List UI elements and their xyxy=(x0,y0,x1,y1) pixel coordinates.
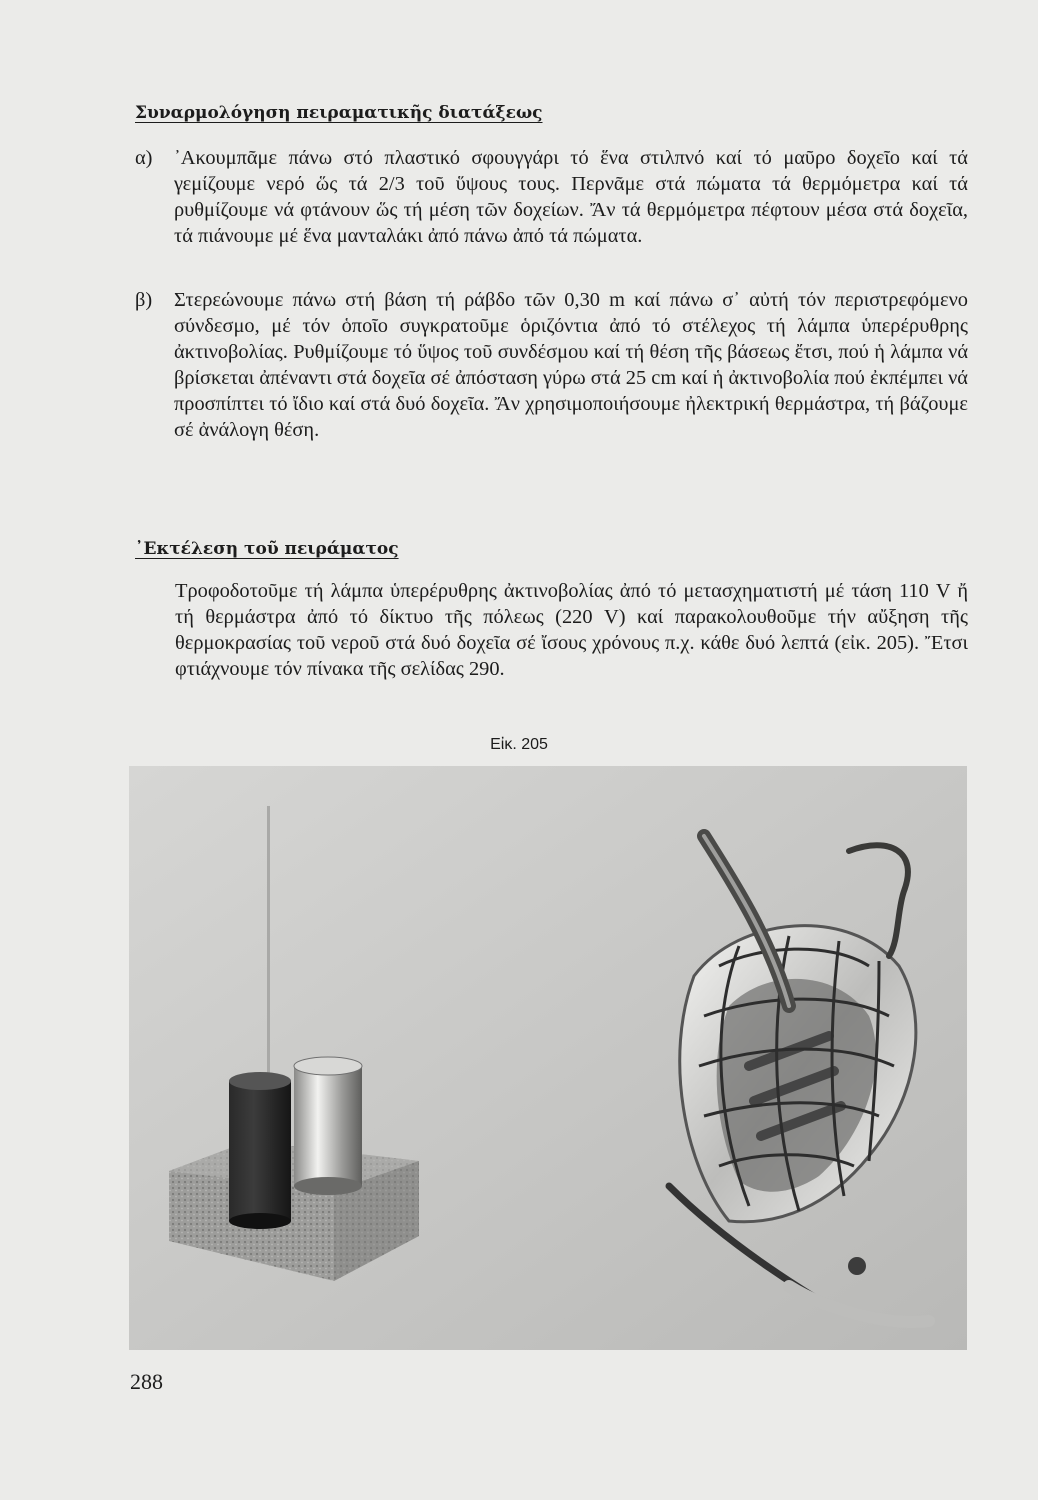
experiment-photo-illustration xyxy=(129,766,967,1350)
section-heading-assembly: Συναρμολόγηση πειραματικῆς διατάξεως xyxy=(135,103,543,123)
section-heading-execution: ᾿Εκτέλεση τοῦ πειράματος xyxy=(135,539,399,559)
black-container xyxy=(229,1072,291,1229)
page-number: 288 xyxy=(130,1369,163,1394)
list-item-label: β) xyxy=(135,289,153,311)
figure-photo xyxy=(129,766,967,1350)
execution-paragraph: Τροφοδοτοῦμε τή λάμπα ὑπερέρυθρης ἀκτινοβολίας ἀπό τό μετασχηματιστή μέ τάση 110 V ἤ τή θερμάστρα ἀπό τό δίκτυο τῆς πόλεως (220 V) καί παρακολουθοῦμε τήν αὔξηση τῆς θερμοκρασίας τοῦ νεροῦ στά δυό δοχεῖα σέ ἴσους χρόνους π.χ. κάθε δυό λεπτά (εἰκ. 205). Ἔτσι φτιάχνουμε τόν πίνακα τῆς σελίδας 290. xyxy=(175,580,968,680)
shiny-container xyxy=(294,1057,362,1195)
figure-caption: Εἰκ. 205 xyxy=(490,736,548,753)
list-item-text: Στερεώνουμε πάνω στή βάση τή ράβδο τῶν 0,30 m καί πάνω σ᾿ αὐτή τόν περιστρεφόμενο σύνδεσμο, μέ τόν ὁποῖο συγκρατοῦμε ὁριζόντια ἀπό τό στέλεχος τή λάμπα ὑπερέρυθρης ἀκτινοβολίας. Ρυθμίζουμε τό ὕψος τοῦ συνδέσμου καί τή θέση τῆς βάσεως ἔτσι, πού ἡ λάμπα νά βρίσκεται ἀπέναντι στά δοχεῖα σέ ἀπόσταση γύρω στά 25 cm καί ἡ ἀκτινοβολία πού ἐκπέμπει νά προσπίπτει τό ἴδιο καί στά δυό δοχεῖα. Ἄν χρησιμοποιήσουμε ἠλεκτρική θερμάστρα, τή βάζουμε σέ ἀνάλογη θέση. xyxy=(174,289,968,441)
list-item-b xyxy=(135,287,968,443)
list-item-a xyxy=(135,145,968,249)
list-item-label: α) xyxy=(135,147,153,169)
list-item-text: ᾿Ακουμπᾶμε πάνω στό πλαστικό σφουγγάρι τό ἕνα στιλπνό καί τό μαῦρο δοχεῖο καί τά γεμίζουμε νερό ὥς τά 2/3 τοῦ ὕψους τους. Περνᾶμε στά πώματα τά θερμόμετρα καί τά ρυθμίζουμε νά φτάνουν ὥς τή μέση τῶν δοχείων. Ἄν τά θερμόμετρα πέφτουν μέσα στά δοχεῖα, τά πιάνουμε μέ ἕνα μανταλάκι ἀπό πάνω ἀπό τά πώματα. xyxy=(174,147,968,247)
